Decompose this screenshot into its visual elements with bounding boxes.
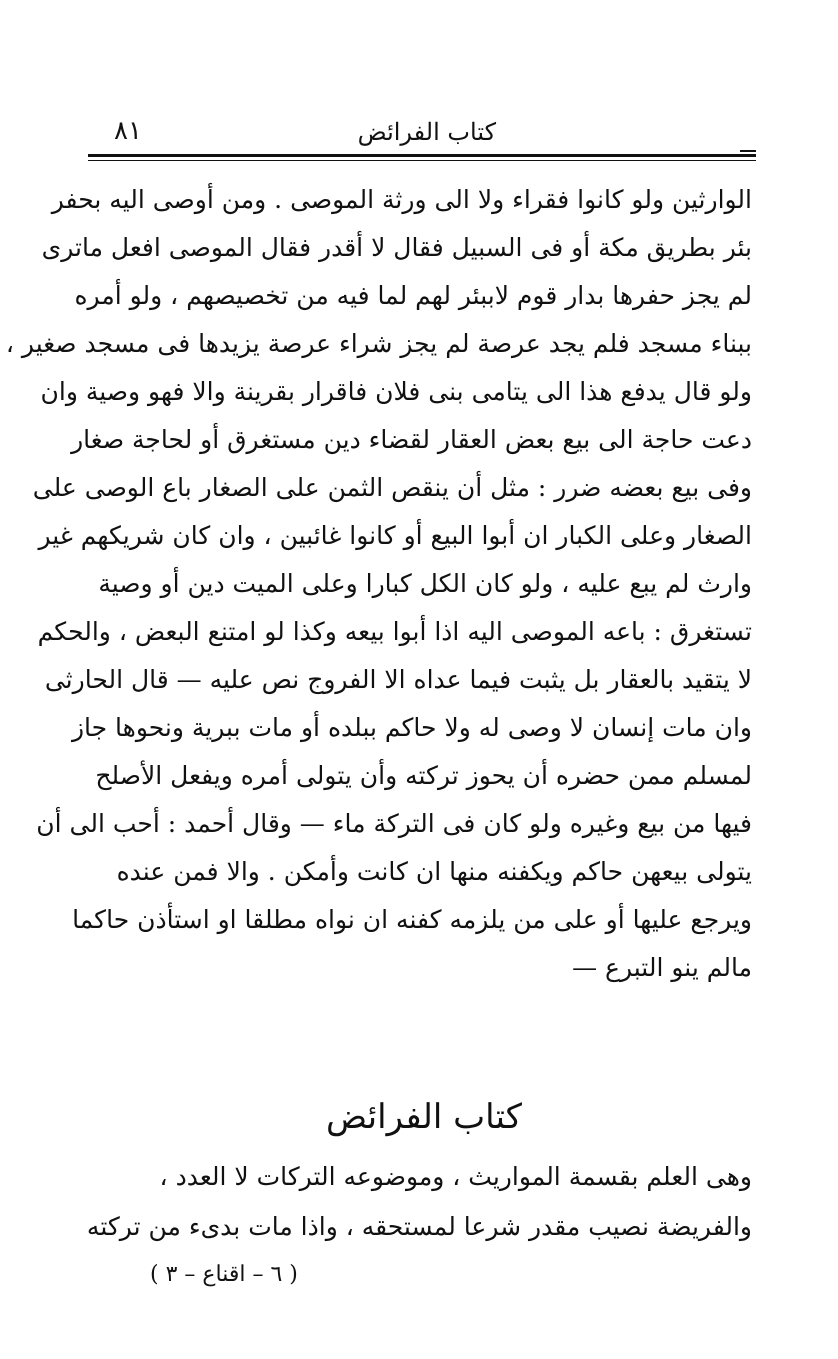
body-line: لا يتقيد بالعقار بل يثبت فيما عداه الا الفروج نص عليه — قال الحارثى (44, 665, 752, 694)
section-line: وهى العلم بقسمة المواريث ، وموضوعه التركات لا العدد ، (159, 1162, 752, 1191)
body-line: ولو قال يدفع هذا الى يتامى بنى فلان فاقرار بقرينة والا فهو وصية وان (40, 377, 752, 406)
body-line: يتولى بيعهن حاكم ويكفنه منها ان كانت وأمكن . والا فمن عنده (116, 857, 752, 886)
body-line: وفى بيع بعضه ضرر : مثل أن ينقص الثمن على الصغار باع الوصى على (32, 473, 752, 502)
body-line: ببناء مسجد فلم يجد عرصة لم يجز شراء عرصة يزيدها فى مسجد صغير ، (5, 329, 752, 358)
body-line: مالم ينو التبرع — (572, 953, 752, 982)
body-line: فيها من بيع وغيره ولو كان فى التركة ماء — وقال أحمد : أحب الى أن (36, 809, 752, 838)
page-number: ٨١ (114, 116, 142, 146)
running-title: كتاب الفرائض (357, 118, 496, 146)
signature-mark: ( ٦ – اقناع – ٣ ) (150, 1262, 298, 1287)
section-text (86, 1152, 752, 1252)
body-line: الوارثين ولو كانوا فقراء ولا الى ورثة الموصى . ومن أوصى اليه بحفر (51, 185, 752, 214)
body-line: دعت حاجة الى بيع بعض العقار لقضاء دين مستغرق أو لحاجة صغار (71, 425, 752, 454)
body-line: الصغار وعلى الكبار ان أبوا البيع أو كانوا غائبين ، وان كان شريكهم غير (38, 521, 752, 550)
page-header (88, 112, 756, 152)
body-line: وارث لم يبع عليه ، ولو كان الكل كبارا وعلى الميت دين أو وصية (98, 569, 752, 598)
body-line: تستغرق : باعه الموصى اليه اذا أبوا بيعه وكذا لو امتنع البعض ، والحكم (37, 617, 752, 646)
body-text (5, 176, 752, 992)
body-line: لمسلم ممن حضره أن يحوز تركته وأن يتولى أمره ويفعل الأصلح (95, 761, 752, 790)
header-rule-mark (740, 150, 756, 152)
body-line: لم يجز حفرها بدار قوم لاببئر لهم لما فيه من تخصيصهم ، ولو أمره (74, 281, 752, 310)
section-line: والفريضة نصيب مقدر شرعا لمستحقه ، واذا مات بدىء من تركته (86, 1212, 752, 1241)
body-line: بئر بطريق مكة أو فى السبيل فقال لا أقدر فقال الموصى افعل ماترى (41, 233, 752, 262)
body-line: وان مات إنسان لا وصى له ولا حاكم ببلده أو مات ببرية ونحوها جاز (71, 713, 752, 742)
body-line: ويرجع عليها أو على من يلزمه كفنه ان نواه مطلقا او استأذن حاكما (72, 905, 752, 934)
header-rule-thick (88, 154, 756, 157)
header-rule-thin (88, 160, 756, 161)
section-heading: كتاب الفرائض (326, 1097, 522, 1137)
